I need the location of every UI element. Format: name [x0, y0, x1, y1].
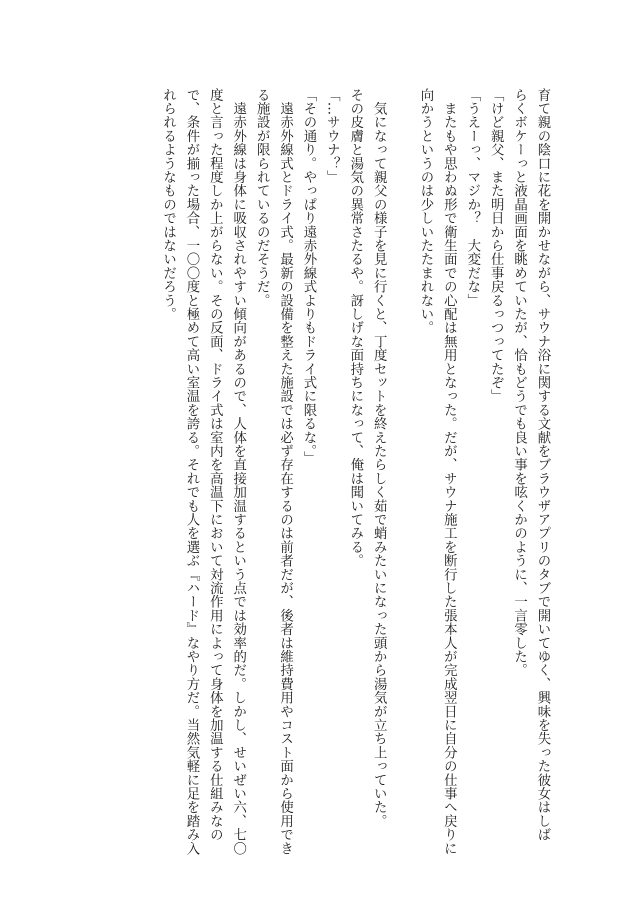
- text-line-9: 「…サウナ？」: [324, 88, 340, 184]
- text-line-7: 気になって親父の様子を見に行くと、丁度セットを終えたらしく茹で蛸みたいになった頭から湯気が立ち上っていた。: [371, 88, 387, 828]
- vertical-text-body: [156, 88, 554, 856]
- text-line-12: る施設が限られているのだそうだ。: [254, 88, 270, 308]
- text-line-4: 「うえーっ、マジか？ 大変だな」: [464, 88, 480, 308]
- text-line-1: 育て親の陰口に花を開かせながら、サウナ浴に関する文献をブラウザアプリのタブで開いてゆく、興味を失った彼女はしば: [535, 88, 550, 842]
- text-line-11: 遠赤外線式とドライ式。最新の設備を整えた施設では必ず存在するのは前者だが、後者は維持費用やコスト面から使用でき: [277, 88, 293, 856]
- text-line-6: 向かうというのは少しいたたまれない。: [417, 88, 433, 335]
- text-line-15: で、条件が揃った場合、一〇〇度と極めて高い室温を誇る。それでも人を選ぶ『ハード』なやり方だ。当然気軽に足を踏み入: [183, 88, 199, 856]
- text-line-10: 「その通り。やっぱり遠赤外線式よりもドライ式に限るな。」: [300, 88, 316, 465]
- text-line-5: またもや思わぬ形で衛生面での心配は無用となった。だが、サウナ施工を断行した張本人が完成翌日に自分の仕事へ戻りに: [441, 88, 457, 856]
- text-line-2: らくボケーっと液晶画面を眺めていたが、恰もどうでも良い事を呟くかのように、一言零した。: [511, 88, 527, 678]
- text-line-16: れられるようなものではないだろう。: [160, 88, 176, 321]
- text-line-13: 遠赤外線は身体に吸収されやすい傾向があるので、人体を直接加温するという点では効率的だ。しかし、せいぜい六、七〇: [230, 88, 246, 856]
- text-line-8: その皮膚と湯気の異常さたるや。訝しげな面持ちになって、俺は聞いてみる。: [347, 88, 363, 568]
- text-line-14: 度と言った程度しか上がらない。その反面、ドライ式は室内を高温下において対流作用によって身体を加温する仕組みなの: [207, 88, 223, 842]
- paragraph-gap: [390, 88, 413, 813]
- text-line-3: 「けど親父、また明日から仕事戻るっつってたぞ」: [488, 88, 504, 404]
